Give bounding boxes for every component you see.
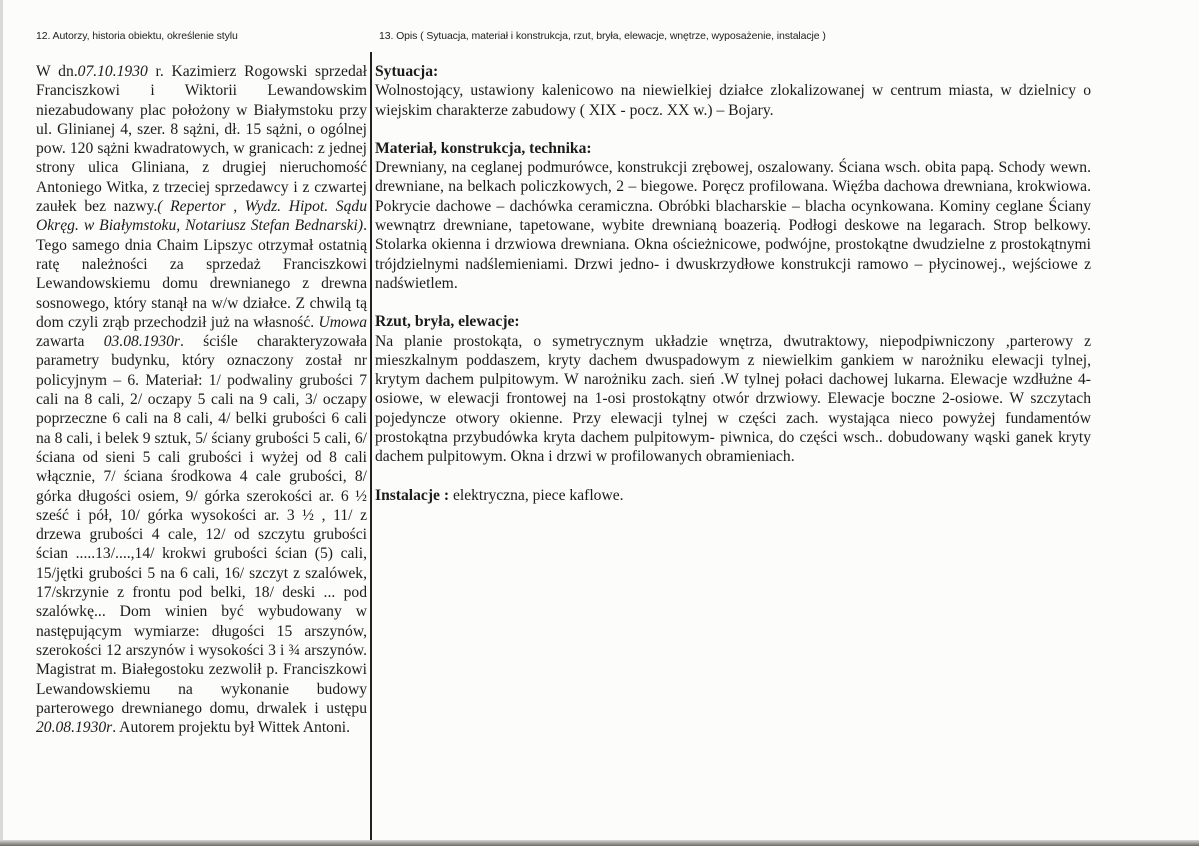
section-12-header: 12. Autorzy, historia obiektu, określenie stylu [36,30,238,42]
history-text: . ściśle charakteryzowała parametry budynku, który oznaczony został nr policyjnym – 6. Materiał: 1/ podwaliny grubości 7 cali na 8 cali, 2/ oczapy 5 cali na 9 cali, 3/ oczapy poprzeczne 6 cali na 8 cali, 4/ belki grubości 6 cali na 8 cali, i belek 9 sztuk, 5/ ściany grubości 5 cali, 6/ ściana od sieni 5 cali grubości i wyżej od 8 cali włącznie, 7/ ściana środkowa 4 cale grubości, 8/ górka długości osiem, 9/ górka szerokości ar. 6 ½ sześć i pół, 10/ górka wysokości ar. 3 ½ , 11/ z drzewa grubości 4 cale, 12/ od szczytu grubości ścian .....13/....,14/ krokwi grubości ścian (5) cali, 15/jętki grubości 5 na 6 cali, 16/ szczyt z szalówek, 17/skrzynie z frontu pod belki, 18/ deski ... pod szalówkę... Dom winien być wybudowany w następującym wymiarze: długości 15 arszynów, szerokości 12 arszynów i wysokości 3 i ¾ arszynów. Magistrat m. Białegostoku zezwolił p. Franciszkowi Lewandowskiemu na wykonanie budowy parterowego drewnianego domu, drwalek i ustępu [36,333,367,717]
description-column [375,62,1091,524]
section-rzut [375,312,1091,466]
section-material [375,139,1091,293]
page-left-edge [0,0,3,846]
history-date-sale: 07.10.1930 [77,63,148,80]
history-text: . Autorem projektu był Wittek Antoni. [112,719,350,737]
section-13-header: 13. Opis ( Sytuacja, materiał i konstrukcja, rzut, bryła, elewacje, wnętrze, wyposażenie, instalacje ) [379,30,826,42]
instalacje-title: Instalacje : [375,486,450,504]
history-contract-label: Umowa [318,313,367,331]
history-text: r. Kazimierz Rogowski sprzedał Franciszkowi i Wiktorii Lewandowskim niezabudowany plac położony w Białymstoku przy ul. Glinianej 4, szer. 8 sążni, dł. 15 sążni, o ogólnej pow. 120 sążni kwadratowych, w granicach: z jednej strony ulica Gliniana, z drugiej nieruchomość Antoniego Witka, z trzeciej sprzedawcy i z czwartej zaułek bez nazwy. [36,63,367,216]
section-sytuacja [375,62,1091,120]
sytuacja-title: Sytuacja: [375,63,439,80]
sytuacja-body: Wolnostojący, ustawiony kalenicowo na niewielkiej działce zlokalizowanej w centrum miasta, w dzielnicy o wiejskim charakterze zabudowy ( XIX - pocz. XX w.) – Bojary. [375,82,1091,119]
history-date-contract: 03.08.1930r [103,333,180,351]
section-instalacje [375,486,1091,505]
history-paragraph [36,62,367,737]
history-text: zawarta [36,333,104,351]
rzut-title: Rzut, bryła, elewacje: [375,313,520,331]
material-body: Drewniany, na ceglanej podmurówce, konstrukcji zrębowej, oszalowany. Ściana wsch. obita papą. Schody wewn. drewniane, na belkach policzkowych, 2 – biegowe. Poręcz profilowana. Więźba dachowa drewniana, krokwiowa. Pokrycie dachowe – dachówka ceramiczna. Obróbki blacharskie – blacha ocynkowana. Kominy ceglane Ściany wewnątrz drewniane, tapetowane, wybite drewnianą boazerią. Podłogi deskowe na legarach. Strop belkowy. Stolarka okienna i drzwiowa drewniana. Okna ościeżnicowe, podwójne, prostokątne dwudzielne z prostokątnymi trójdzielnymi nadślemieniami. Drzwi jedno- i dwuskrzydłowe konstrukcji ramowo – płycinowej., wejściowe z nadświetlem. [375,159,1091,292]
history-text: . Tego samego dnia Chaim Lipszyc otrzymał ostatnią ratę należności za sprzedaż Franciszkowi Lewandowskiemu domu drewnianego z drewna sosnowego, który stanął na w/w działce. Z chwilą tą dom czyli zrąb przechodził już na własność. [36,217,367,331]
history-date-permit: 20.08.1930r [36,719,113,737]
history-text: W dn. [36,63,78,80]
history-citation: ( Repertor , Wydz. Hipot. Sądu Okręg. w Białymstoku, Notariusz Stefan Bednarski) [36,198,367,235]
history-column [36,62,367,737]
page-bottom-edge [0,840,1199,846]
column-divider [370,52,372,846]
rzut-body: Na planie prostokąta, o symetrycznym układzie wnętrza, dwutraktowy, niepodpiwniczony ,parterowy z mieszkalnym poddaszem, kryty dachem dwuspadowym z niewielkim gankiem w narożniku elewacji tylnej, krytym dachem pulpitowym. W narożniku zach. sień .W tylnej połaci dachowej lukarna. Elewacje wzdłużne 4-osiowe, w elewacji frontowej na 1-osi prostokątny otwór drzwiowy. Elewacje boczne 2-osiowe. W szczytach pojedyncze otwory okienne. Przy elewacji tylnej w części zach. wystająca nieco powyżej fundamentów prostokątna przybudówka kryta dachem pulpitowym- piwnica, do części wsch.. dobudowany wąski ganek kryty dachem pulpitowym. Okna i drzwi w profilowanych obramieniach. [375,332,1091,466]
instalacje-body: elektryczna, piece kaflowe. [449,486,624,504]
material-title: Materiał, konstrukcja, technika: [375,139,592,157]
